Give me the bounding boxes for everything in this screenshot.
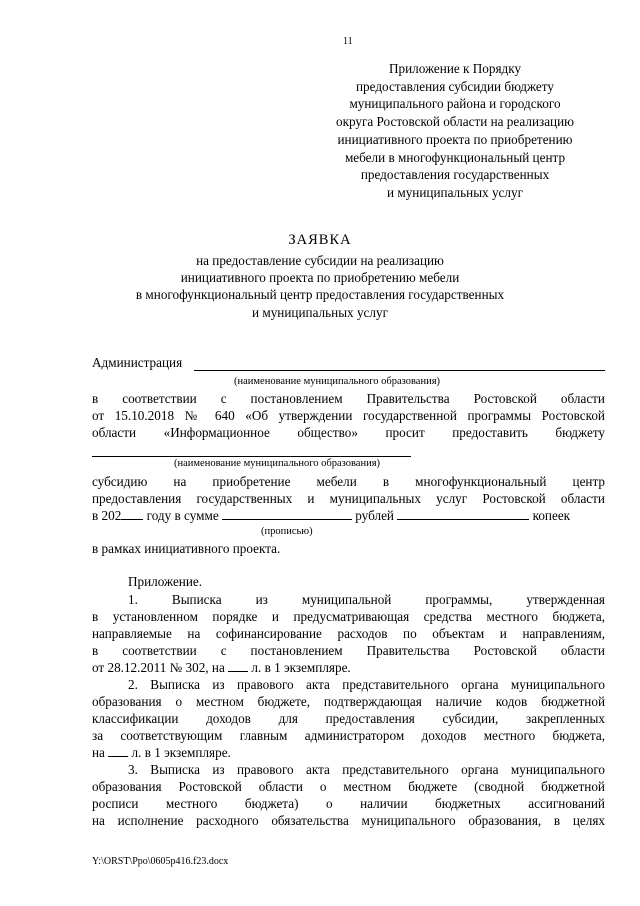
subtitle-line: инициативного проекта по приобретению мебели	[180, 270, 460, 286]
attachment-line: образования Ростовской области о местном бюджете (сводной бюджетной	[92, 779, 605, 794]
page-number: 11	[343, 36, 353, 47]
municipality-caption: (наименование муниципального образования)	[234, 376, 441, 387]
form-text-line: области «Информационное общество» просит предоставить бюджету	[92, 425, 605, 440]
form-text-line: предоставления государственных и муниципальных услуг Ростовской области	[92, 491, 605, 506]
attachment-line: 3. Выписка из правового акта представительного органа муниципального	[128, 762, 605, 777]
appendix-line: муниципального района и городского	[349, 96, 561, 112]
attachment-line	[92, 745, 231, 761]
form-text-line: в соответствии с постановлением Правительства Ростовской области	[92, 391, 605, 406]
attachment-line: 1. Выписка из муниципальной программы, утвержденная	[128, 592, 605, 607]
appendix-line: и муниципальных услуг	[387, 184, 523, 200]
admin-name-field[interactable]	[194, 370, 605, 371]
attachment-line: за соответствующим главным администратором доходов местного бюджета,	[92, 728, 605, 743]
kopecks-label: копеек	[532, 508, 571, 523]
form-text-line: субсидию на приобретение мебели в многофункциональный центр	[92, 474, 605, 489]
appendix-line: инициативного проекта по приобретению	[337, 131, 573, 147]
attachment-line: направляемые на софинансирование расходов по объектам и направлениям,	[92, 626, 605, 641]
amount-rubles-field[interactable]	[222, 509, 352, 520]
attachment-line: в установленном порядке и предусматривающая средства местного бюджета,	[92, 609, 605, 624]
attachments-heading: Приложение.	[128, 574, 203, 589]
document-title: ЗАЯВКА	[288, 232, 352, 248]
attachment-line: росписи местного бюджета) о наличии бюджетных ассигнований	[92, 796, 605, 811]
year-field[interactable]	[121, 509, 143, 520]
amount-line	[92, 508, 605, 524]
attachment-line: классификации доходов для предоставления субсидии, закрепленных	[92, 711, 605, 726]
appendix-line: Приложение к Порядку	[388, 61, 522, 76]
subtitle-line: на предоставление субсидии на реализацию	[196, 253, 444, 268]
attachment-text: л. в 1 экземпляре.	[251, 660, 351, 675]
appendix-line: округа Ростовской области на реализацию	[335, 114, 575, 130]
form-text-line: от 15.10.2018 № 640 «Об утверждении государственной программы Ростовской	[92, 408, 605, 423]
pages-count-field[interactable]	[108, 746, 128, 757]
rubles-label: рублей	[355, 508, 394, 523]
attachment-text: от 28.12.2011 № 302, на	[92, 660, 225, 675]
admin-label: Администрация	[92, 355, 183, 370]
attachment-line: на исполнение расходного обязательства муниципального образования, в целях	[92, 813, 605, 828]
year-tail-label: году в сумме	[146, 508, 219, 523]
appendix-line: мебели в многофункциональный центр	[344, 149, 566, 165]
attachment-line: в соответствии с постановлением Правительства Ростовской области	[92, 643, 605, 658]
pages-count-field[interactable]	[228, 661, 248, 672]
subtitle-line: и муниципальных услуг	[252, 304, 388, 320]
appendix-header	[305, 60, 605, 202]
in-year-label: в 202	[92, 508, 122, 523]
appendix-line: предоставления субсидии бюджету	[356, 78, 554, 94]
document-subtitle	[0, 252, 640, 321]
footer-file-path: Y:\ORST\Ppo\0605p416.f23.docx	[92, 856, 229, 867]
attachment-text: л. в 1 экземпляре.	[131, 745, 231, 760]
appendix-line: предоставления государственных	[360, 167, 550, 183]
form-closing: в рамках инициативного проекта.	[92, 541, 281, 556]
attachment-text: на	[92, 745, 105, 760]
in-words-caption: (прописью)	[261, 526, 313, 537]
attachment-line: образования о местном бюджете, подтверждающая наличие кодов бюджетной	[92, 694, 605, 709]
municipality-caption: (наименование муниципального образования)	[174, 458, 381, 469]
budget-name-field[interactable]	[92, 456, 411, 457]
amount-kopecks-field[interactable]	[397, 509, 529, 520]
attachment-line	[92, 660, 351, 676]
attachment-line: 2. Выписка из правового акта представительного органа муниципального	[128, 677, 605, 692]
subtitle-line: в многофункциональный центр предоставления государственных	[135, 287, 505, 303]
